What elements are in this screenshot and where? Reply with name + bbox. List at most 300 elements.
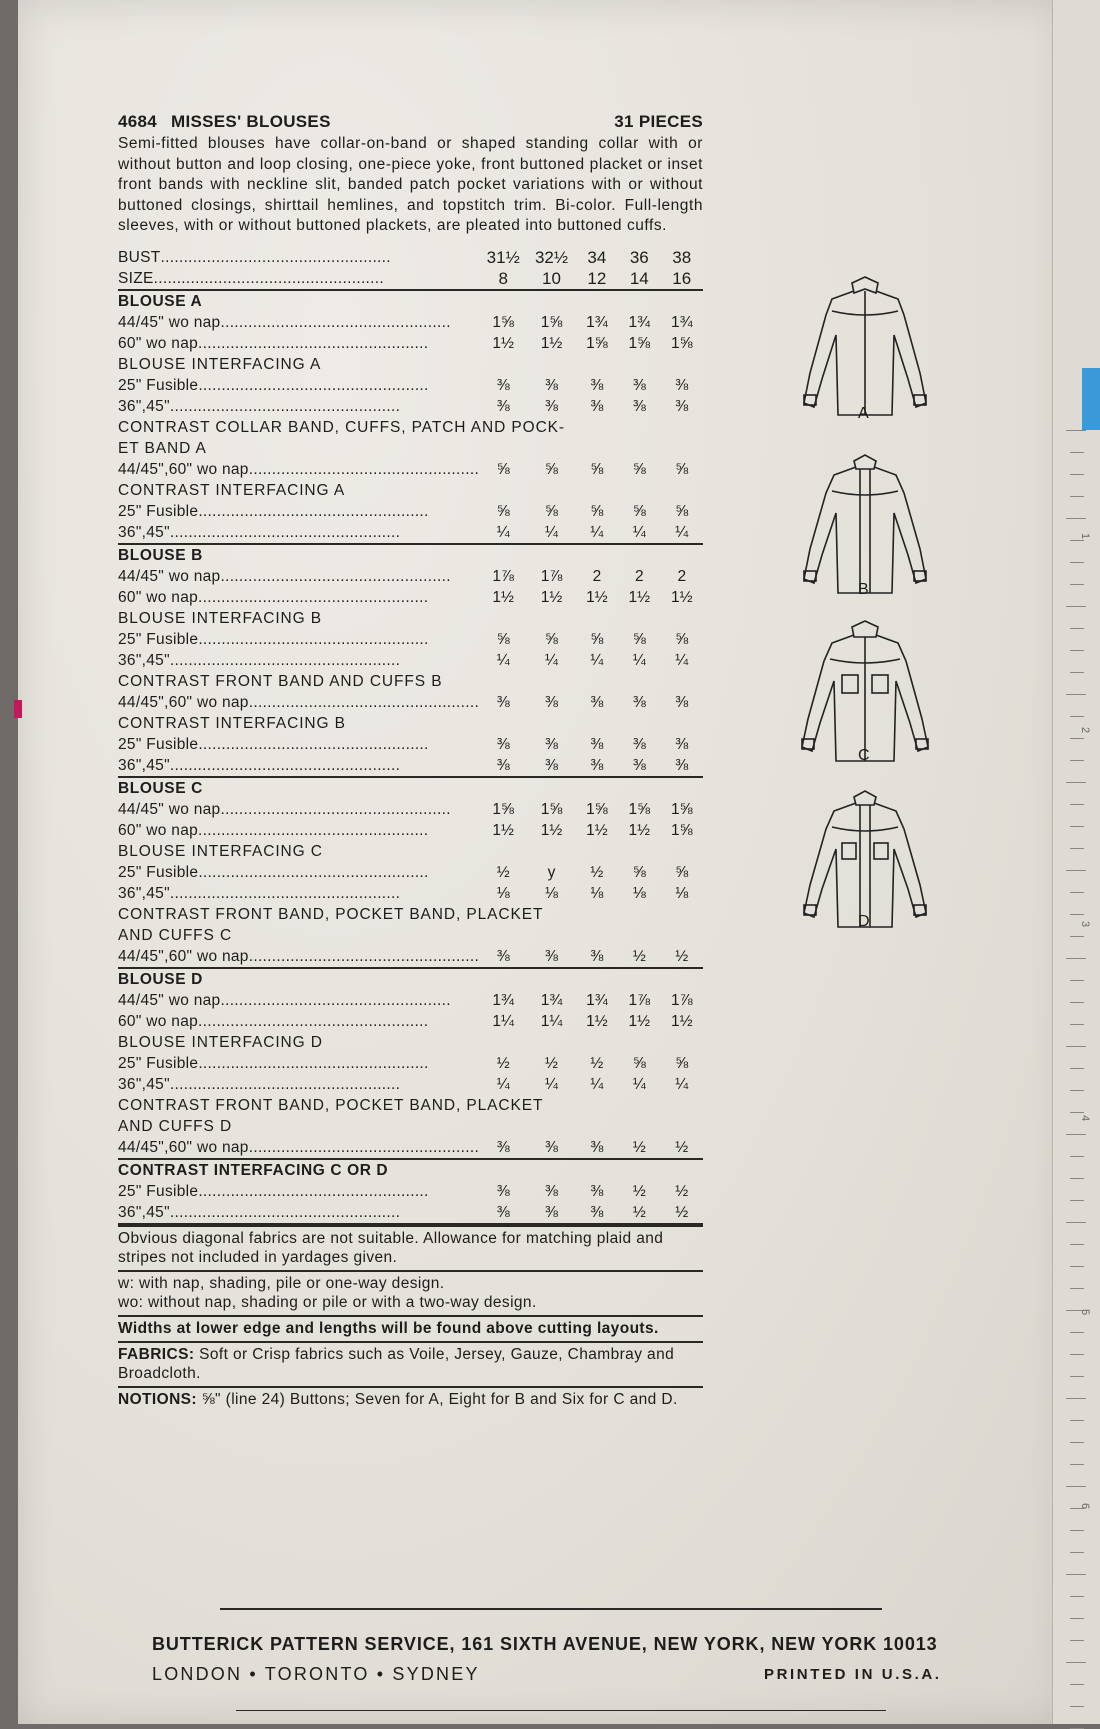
- row-label-text: 60" wo nap: [118, 334, 199, 352]
- ruler-tick: [1070, 1112, 1084, 1113]
- section-header: [118, 1159, 703, 1181]
- yardage-value: 1⅝: [540, 800, 563, 818]
- ruler-tick: [1066, 1222, 1086, 1223]
- row-label: [118, 566, 479, 587]
- table-row: [118, 1053, 703, 1074]
- row-label: [118, 1053, 479, 1074]
- leader-dots: ..................................................: [198, 821, 429, 839]
- ruler-tick: [1070, 1640, 1084, 1641]
- yardage-value: 1½: [492, 334, 514, 352]
- ruler-tick: [1070, 452, 1084, 453]
- leader-dots: ..................................................: [169, 884, 401, 902]
- table-row: [118, 820, 703, 841]
- footer-rule-bottom: [236, 1710, 886, 1711]
- ruler-tick: [1066, 1486, 1086, 1487]
- yardage-value: ⅜: [496, 756, 510, 774]
- section-title: BLOUSE INTERFACING B: [118, 609, 323, 627]
- yardage-value: ⅜: [675, 693, 689, 711]
- yardage-value: ⅝: [590, 630, 604, 648]
- yardage-value: ⅝: [545, 630, 558, 648]
- table-row: [118, 946, 703, 968]
- ruler-tick: [1070, 628, 1084, 629]
- section-header: [118, 544, 703, 566]
- yardage-value: ⅜: [545, 735, 558, 753]
- ruler-tick: [1070, 1178, 1084, 1179]
- subsection-header: [118, 354, 703, 375]
- row-label: [118, 333, 479, 354]
- blouse-c-icon: [780, 601, 950, 771]
- section-title: AND CUFFS D: [118, 1117, 233, 1135]
- row-label: [118, 522, 479, 544]
- leader-dots: ..................................................: [169, 397, 401, 415]
- row-label-text: 36",45": [118, 523, 170, 541]
- yardage-value: ⅜: [545, 376, 558, 394]
- table-row: [118, 375, 703, 396]
- table-row: [118, 990, 703, 1011]
- yardage-value: 1½: [628, 821, 651, 839]
- yardage-value: ⅝: [632, 502, 646, 520]
- yardage-value: 1⅝: [670, 821, 693, 839]
- table-row: [118, 1137, 703, 1159]
- yardage-value: ⅜: [496, 735, 510, 753]
- view-label-c: C: [858, 747, 870, 764]
- table-row: [118, 1181, 703, 1202]
- ruler-tick: [1070, 1090, 1084, 1091]
- row-label: [118, 587, 479, 608]
- subsection-header: [118, 417, 703, 438]
- ruler-tick: [1070, 914, 1084, 915]
- row-label: [118, 396, 479, 417]
- yardage-value: 2: [635, 567, 644, 585]
- table-row: [118, 629, 703, 650]
- row-label-text: 25" Fusible: [118, 630, 199, 648]
- section-header: [118, 777, 703, 799]
- note-wo: wo: without nap, shading or pile or with a two-way design.: [118, 1293, 537, 1311]
- yardage-value: 1¾: [670, 313, 693, 331]
- blouse-b-icon: [780, 431, 950, 601]
- leader-dots: ..................................................: [220, 567, 451, 585]
- yardage-value: 1⅞: [540, 567, 563, 585]
- yardage-value: 1⅞: [670, 991, 693, 1009]
- ruler-number: 3: [1079, 920, 1092, 928]
- leader-dots: ..................................................: [220, 991, 451, 1009]
- section-title: BLOUSE A: [118, 292, 203, 310]
- table-row: [118, 755, 703, 777]
- yardage-value: ½: [632, 1138, 646, 1156]
- leader-dots: ..................................................: [198, 1182, 429, 1200]
- ruler-tick: [1070, 1288, 1084, 1289]
- row-label-text: 44/45",60" wo nap: [118, 460, 249, 478]
- row-label-text: 44/45" wo nap: [118, 991, 221, 1009]
- yardage-value: 1⅝: [586, 334, 608, 352]
- yardage-value: ⅝: [675, 502, 689, 520]
- table-row: [118, 459, 703, 480]
- table-row: [118, 396, 703, 417]
- note-notions: [118, 1388, 703, 1412]
- yardage-value: ⅜: [496, 693, 510, 711]
- yardage-value: 1½: [492, 588, 514, 606]
- leader-dots: ..................................................: [220, 800, 451, 818]
- ruler-tick: [1070, 1684, 1084, 1685]
- section-title: BLOUSE C: [118, 777, 703, 799]
- yardage-value: 31½: [486, 247, 520, 267]
- yardage-value: ½: [496, 1054, 510, 1072]
- row-label: [118, 268, 479, 290]
- row-label-text: 44/45",60" wo nap: [118, 693, 249, 711]
- ruler-tick: [1070, 562, 1084, 563]
- yardage-value: ⅝: [675, 460, 689, 478]
- yardage-value: ⅝: [675, 1054, 689, 1072]
- subsection-header-cont: [118, 1116, 703, 1137]
- table-row: [118, 799, 703, 820]
- table-row: [118, 522, 703, 544]
- footer-printed: PRINTED IN U.S.A.: [764, 1666, 942, 1683]
- yardage-value: 1⅝: [586, 800, 608, 818]
- yardage-value: 1⅞: [492, 567, 514, 585]
- yardage-value: ⅜: [545, 1138, 558, 1156]
- leader-dots: ..................................................: [169, 523, 401, 541]
- yardage-value: ¼: [675, 1075, 689, 1093]
- note-widths: [118, 1317, 703, 1343]
- yardage-value: ½: [618, 1202, 660, 1224]
- ruler-tick: [1066, 606, 1086, 607]
- row-label: [118, 1181, 479, 1202]
- leader-dots: ..................................................: [248, 460, 480, 478]
- ruler-tick: [1066, 1046, 1086, 1047]
- yardage-value: ⅜: [590, 397, 604, 415]
- ruler-tick: [1070, 1266, 1084, 1267]
- ruler-tick: [1070, 672, 1084, 673]
- yardage-value: ⅜: [590, 693, 604, 711]
- yardage-value: ½: [590, 863, 604, 881]
- yardage-value: ⅛: [675, 884, 689, 902]
- leader-dots: ..................................................: [169, 1075, 401, 1093]
- section-title: CONTRAST COLLAR BAND, CUFFS, PATCH AND POCK-: [118, 418, 565, 436]
- note-w: w: with nap, shading, pile or one-way design.: [118, 1274, 445, 1292]
- ruler-tick: [1070, 1442, 1084, 1443]
- ruler-tick: [1070, 496, 1084, 497]
- yardage-value: ¼: [675, 651, 689, 669]
- leader-dots: ..................................................: [198, 1012, 429, 1030]
- yardage-value: ⅜: [632, 376, 646, 394]
- yardage-value: 1⅝: [492, 800, 514, 818]
- yardage-value: ⅜: [527, 1202, 575, 1224]
- leader-dots: ..................................................: [169, 1203, 401, 1221]
- ruler-tick: [1066, 518, 1086, 519]
- pattern-title: MISSES' BLOUSES: [171, 112, 331, 131]
- yardage-value: ½: [675, 947, 689, 965]
- section-title: CONTRAST INTERFACING A: [118, 481, 346, 499]
- yardage-value: ¼: [590, 651, 604, 669]
- view-label-b: B: [858, 581, 869, 598]
- leader-dots: ..................................................: [198, 863, 429, 881]
- row-label-text: BUST: [118, 248, 161, 266]
- ruler-tick: [1070, 650, 1084, 651]
- yardage-value: ¼: [632, 651, 646, 669]
- row-label: [118, 990, 479, 1011]
- ruler-tick: [1070, 826, 1084, 827]
- row-label: [118, 755, 479, 777]
- view-label-d: D: [858, 913, 870, 930]
- row-label-text: 60" wo nap: [118, 1012, 199, 1030]
- section-title: CONTRAST INTERFACING B: [118, 714, 346, 732]
- yardage-value: 10: [527, 268, 575, 290]
- leader-dots: ..................................................: [198, 630, 429, 648]
- table-row: [118, 566, 703, 587]
- footer-cities: LONDON • TORONTO • SYDNEY: [152, 1664, 480, 1684]
- ruler-tick: [1066, 694, 1086, 695]
- yardage-value: ⅜: [675, 735, 689, 753]
- ruler-tick: [1070, 1156, 1084, 1157]
- yardage-value: 1½: [586, 588, 608, 606]
- row-label: [118, 459, 479, 480]
- yardage-value: ¼: [632, 1075, 646, 1093]
- yardage-value: 36: [629, 247, 649, 267]
- yardage-value: ⅜: [590, 376, 604, 394]
- section-title: BLOUSE B: [118, 544, 703, 566]
- pattern-pieces: 31 PIECES: [614, 112, 703, 131]
- leader-dots: ..................................................: [198, 1054, 429, 1072]
- ruler-tick: [1070, 584, 1084, 585]
- row-label: [118, 312, 479, 333]
- ruler-tick: [1070, 540, 1084, 541]
- section-title: CONTRAST FRONT BAND AND CUFFS B: [118, 672, 443, 690]
- yardage-value: ¼: [590, 1075, 604, 1093]
- yardage-value: 1¾: [586, 991, 608, 1009]
- row-label: [118, 375, 479, 396]
- ruler-tick: [1070, 1024, 1084, 1025]
- row-label: [118, 1137, 479, 1159]
- yardage-value: ¼: [545, 523, 558, 541]
- ruler-tick: [1070, 1354, 1084, 1355]
- ruler-tick: [1070, 804, 1084, 805]
- view-label-a: A: [858, 405, 869, 422]
- section-header: [118, 968, 703, 990]
- ruler-tick: [1070, 892, 1084, 893]
- yardage-value: ⅜: [590, 1182, 604, 1200]
- section-title: AND CUFFS C: [118, 926, 233, 944]
- leader-dots: ..................................................: [198, 735, 429, 753]
- yardage-value: 1¾: [586, 313, 608, 331]
- yardage-value: ⅜: [632, 756, 646, 774]
- yardage-value: ⅜: [675, 376, 689, 394]
- yardage-value: ⅝: [496, 460, 510, 478]
- fabrics-text: Soft or Crisp fabrics such as Voile, Jersey, Gauze, Chambray and Broadcloth.: [118, 1345, 675, 1382]
- yardage-value: 1⅝: [628, 334, 651, 352]
- yardage-value: ⅜: [545, 947, 558, 965]
- row-label-text: 36",45": [118, 1075, 170, 1093]
- ruler-number: 5: [1079, 1308, 1092, 1316]
- pattern-header: [118, 112, 703, 132]
- blouse-a-icon: [780, 255, 950, 425]
- yardage-value: 1½: [628, 588, 651, 606]
- table-row: [118, 650, 703, 671]
- row-label-text: 36",45": [118, 651, 170, 669]
- yardage-value: ⅜: [590, 1138, 604, 1156]
- yardage-value: 2: [592, 567, 602, 585]
- yardage-value: ⅝: [545, 460, 558, 478]
- table-row: [118, 333, 703, 354]
- ruler-tick: [1070, 936, 1084, 937]
- section-title: BLOUSE INTERFACING A: [118, 355, 322, 373]
- yardage-value: 1¾: [492, 991, 514, 1009]
- yardage-value: 1¼: [540, 1012, 563, 1030]
- yardage-value: 1¼: [492, 1012, 514, 1030]
- yardage-value: ½: [675, 1182, 689, 1200]
- yardage-value: ¼: [496, 1075, 510, 1093]
- yardage-value: ⅛: [545, 884, 558, 902]
- yardage-value: 1½: [540, 588, 563, 606]
- row-label-text: 44/45",60" wo nap: [118, 947, 249, 965]
- yardage-value: ⅝: [632, 460, 646, 478]
- table-row: [118, 501, 703, 522]
- yardage-value: ½: [590, 1054, 604, 1072]
- yardage-value: 1⅝: [670, 800, 693, 818]
- blue-tab: [1082, 368, 1100, 430]
- ruler-number: 2: [1079, 726, 1092, 734]
- yardage-value: ⅝: [496, 630, 510, 648]
- leader-dots: ..................................................: [198, 502, 429, 520]
- yardage-value: 32½: [534, 247, 569, 267]
- notions-text: ⅝" (line 24) Buttons; Seven for A, Eight for B and Six for C and D.: [196, 1390, 678, 1408]
- yardage-value: 1⅝: [628, 800, 651, 818]
- row-label-text: 44/45" wo nap: [118, 313, 221, 331]
- yardage-value: ⅜: [545, 1182, 558, 1200]
- section-title: ET BAND A: [118, 439, 207, 457]
- yardage-value: y: [547, 863, 556, 881]
- ruler-tick: [1070, 760, 1084, 761]
- ruler-tick: [1070, 1200, 1084, 1201]
- sketch-view-d: [780, 767, 950, 1023]
- yardage-chart: [118, 112, 703, 1412]
- yardage-value: ⅜: [496, 376, 510, 394]
- row-label-text: 36",45": [118, 397, 170, 415]
- size-row: [118, 268, 703, 290]
- row-label-text: 25" Fusible: [118, 502, 199, 520]
- table-row: [118, 883, 703, 904]
- ruler-tick: [1066, 430, 1086, 431]
- leader-dots: ..................................................: [248, 947, 480, 965]
- footer-rule-top: [220, 1608, 882, 1610]
- ruler-tick: [1066, 1134, 1086, 1135]
- leader-dots: ..................................................: [248, 693, 480, 711]
- table-row: [118, 862, 703, 883]
- yardage-value: ⅝: [590, 460, 604, 478]
- row-label-text: 25" Fusible: [118, 863, 199, 881]
- row-label: [118, 1202, 479, 1224]
- row-label-text: 36",45": [118, 884, 170, 902]
- view-sketches: [780, 255, 950, 1023]
- yardage-value: ⅜: [576, 1202, 618, 1224]
- ruler-tick: [1070, 1464, 1084, 1465]
- row-label-text: SIZE: [118, 269, 154, 287]
- yardage-value: 1½: [586, 1012, 608, 1030]
- row-label-text: 25" Fusible: [118, 1054, 199, 1072]
- yardage-value: ⅜: [632, 397, 646, 415]
- row-label: [118, 734, 479, 755]
- yardage-value: ¼: [632, 523, 646, 541]
- yardage-value: ⅝: [675, 630, 689, 648]
- yardage-value: ⅜: [632, 693, 646, 711]
- ruler-tick: [1070, 848, 1084, 849]
- row-label: [118, 501, 479, 522]
- notions-label: NOTIONS:: [118, 1390, 197, 1408]
- table-row: [118, 692, 703, 713]
- leader-dots: ..................................................: [160, 248, 391, 266]
- table-row: [118, 1202, 703, 1224]
- ruler-tick: [1070, 1530, 1084, 1531]
- leader-dots: ..................................................: [198, 376, 429, 394]
- yardage-value: ⅛: [632, 884, 646, 902]
- ruler-tick: [1070, 1420, 1084, 1421]
- section-title: CONTRAST FRONT BAND, POCKET BAND, PLACKET: [118, 905, 544, 923]
- yardage-value: ⅜: [545, 756, 558, 774]
- ruler-number: 4: [1079, 1114, 1092, 1122]
- yardage-value: 1⅝: [670, 334, 693, 352]
- section-title: BLOUSE INTERFACING D: [118, 1033, 323, 1051]
- yardage-value: ⅜: [545, 397, 558, 415]
- subsection-header: [118, 480, 703, 501]
- leader-dots: ..................................................: [198, 588, 429, 606]
- yardage-value: ⅜: [496, 397, 510, 415]
- yardage-value: ⅜: [590, 947, 604, 965]
- ruler-tick: [1070, 1068, 1084, 1069]
- ruler-tick: [1066, 958, 1086, 959]
- ruler-number: 6: [1079, 1502, 1092, 1510]
- ruler-tick: [1070, 1596, 1084, 1597]
- yardage-value: ⅝: [632, 863, 646, 881]
- leader-dots: ..................................................: [169, 651, 401, 669]
- yardage-value: ⅛: [496, 884, 510, 902]
- yardage-value: ½: [632, 947, 646, 965]
- row-label: [118, 820, 479, 841]
- table-row: [118, 1011, 703, 1032]
- red-mark: [14, 700, 22, 718]
- yardage-value: ⅝: [590, 502, 604, 520]
- yardage-value: 1½: [628, 1012, 651, 1030]
- yardage-value: ½: [661, 1202, 703, 1224]
- yardage-value: ⅜: [675, 397, 689, 415]
- yardage-table: [118, 247, 703, 1225]
- row-label: [118, 946, 479, 968]
- note-nap-definitions: [118, 1272, 703, 1317]
- yardage-value: 1½: [586, 821, 608, 839]
- yardage-value: 38: [672, 247, 692, 267]
- row-label-text: 25" Fusible: [118, 376, 199, 394]
- table-row: [118, 312, 703, 333]
- row-label-text: 25" Fusible: [118, 1182, 199, 1200]
- section-title: CONTRAST INTERFACING C OR D: [118, 1159, 703, 1181]
- yardage-value: ⅜: [496, 1138, 510, 1156]
- leader-dots: ..................................................: [198, 334, 429, 352]
- row-label: [118, 650, 479, 671]
- row-label: [118, 1011, 479, 1032]
- ruler-tick: [1070, 1618, 1084, 1619]
- yardage-value: 1⅝: [540, 313, 563, 331]
- subsection-header: [118, 608, 703, 629]
- yardage-value: ⅜: [479, 1202, 527, 1224]
- ruler-tick: [1066, 870, 1086, 871]
- row-label-text: 36",45": [118, 1203, 170, 1221]
- ruler-tick: [1066, 1398, 1086, 1399]
- table-row: [118, 1074, 703, 1095]
- yardage-value: ⅜: [632, 735, 646, 753]
- ruler-tick: [1070, 1376, 1084, 1377]
- yardage-value: ⅜: [590, 735, 604, 753]
- ruler-strip: [1052, 0, 1100, 1724]
- yardage-value: ¼: [496, 523, 510, 541]
- subsection-header: [118, 1032, 703, 1053]
